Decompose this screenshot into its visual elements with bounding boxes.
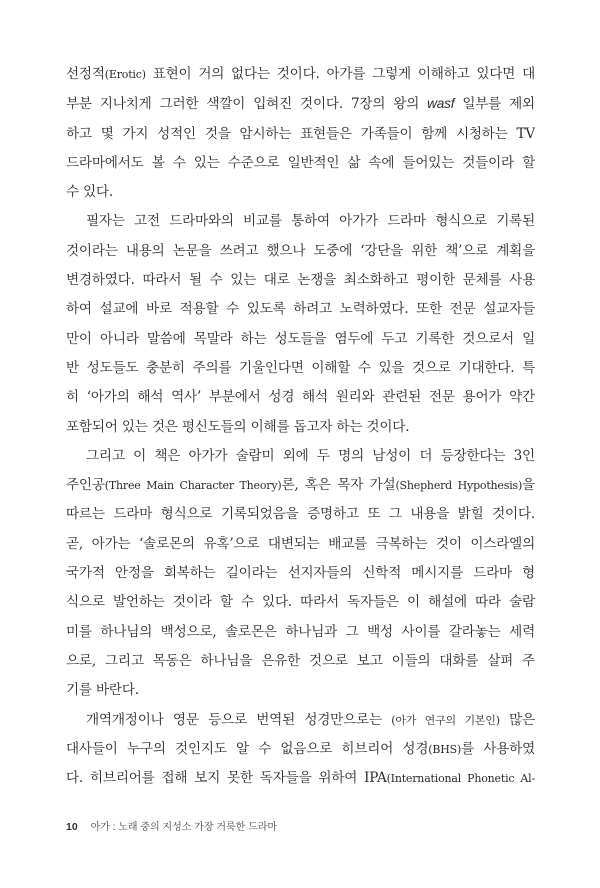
text-line: [66, 60, 535, 89]
text-run: 히 ‘아가의 해석 역사’ 부분에서 성경 해석 원리와 관련된 전문 용어가 약간: [66, 389, 535, 406]
text-run: wasf: [427, 96, 455, 112]
text-run: 일부를 제외: [454, 96, 535, 113]
text-run: 반 성도들도 충분히 주의를 기울인다면 이해할 수 있을 것으로 기대한다. 특: [66, 359, 535, 376]
text-line: [66, 207, 535, 236]
text-run: 다. 히브리어를 접해 보지 못한 독자들을 위하여 IPA: [66, 770, 387, 787]
text-line: [66, 295, 535, 324]
text-run: 선정적: [66, 66, 105, 82]
text-line: [66, 471, 535, 500]
text-run: 곧, 아가는 ‘솔로몬의 유혹’으로 대변되는 배교를 극복하는 것이 이스라엘의: [66, 535, 535, 552]
text-run: 기를 바란다.: [66, 682, 139, 699]
text-line: [66, 237, 535, 266]
text-line: [66, 383, 535, 412]
text-run: 미를 하나님의 백성으로, 솔로몬은 하나님과 그 백성 사이를 갈라놓는 세력: [66, 623, 535, 640]
text-run: 것이라는 내용의 논문을 쓰려고 했으나 도중에 ‘강단을 위한 책’으로 계획을: [66, 242, 535, 259]
text-run: 필자는 고전 드라마와의 비교를 통하여 아가가 드라마 형식으로 기록된: [86, 213, 535, 230]
text-line: [66, 706, 535, 735]
text-run: (International Phonetic Al-: [386, 772, 535, 786]
body-paragraph: [66, 706, 535, 794]
text-line: [66, 618, 535, 647]
text-line: [66, 676, 535, 705]
text-run: 따르는 드라마 형식으로 기록되었음을 증명하고 또 그 내용을 밝힐 것이다.: [66, 506, 535, 523]
page-number: 10: [66, 821, 78, 833]
text-line: [66, 588, 535, 617]
text-run: 표현이 거의 없다는 것이다. 아가를 그렇게 이해하고 있다면 대: [145, 66, 535, 82]
text-line: [66, 325, 535, 354]
text-line: [66, 735, 535, 764]
body-paragraph: [66, 442, 535, 706]
text-run: 하여 설교에 바로 적용할 수 있도록 하려고 노력하였다. 또한 전문 설교자들: [66, 301, 535, 318]
text-run: 변경하였다. 따라서 될 수 있는 대로 논쟁을 최소화하고 평이한 문체를 사용: [66, 272, 535, 289]
page-footer: [66, 818, 277, 833]
text-line: [66, 354, 535, 383]
text-line: [66, 764, 535, 793]
text-run: 하고 몇 가지 성적인 것을 암시하는 표현들은 가족들이 함께 시청하는 TV: [66, 125, 535, 142]
page-body: [66, 60, 535, 793]
text-line: [66, 559, 535, 588]
text-line: [66, 266, 535, 295]
text-run: 포함되어 있는 것은 평신도들의 이해를 돕고자 하는 것이다.: [66, 418, 410, 435]
text-line: [66, 442, 535, 471]
text-run: 를 사용하였: [461, 740, 535, 757]
text-line: [66, 149, 535, 178]
text-line: [66, 178, 535, 207]
text-line: [66, 89, 535, 119]
body-paragraph: [66, 60, 535, 207]
text-run: (BHS): [428, 742, 462, 756]
text-run: 대사들이 누구의 것인지도 알 수 없음으로 히브리어 성경: [66, 740, 429, 757]
text-run: 을: [522, 477, 535, 494]
text-line: [66, 120, 535, 149]
body-paragraph: [66, 207, 535, 441]
text-run: 주인공: [66, 477, 105, 494]
text-run: 드라마에서도 볼 수 있는 수준으로 일반적인 삶 속에 들어있는 것들이라 할: [66, 154, 535, 171]
text-run: 많은: [499, 711, 535, 728]
text-run: 수 있다.: [66, 184, 114, 201]
text-run: 만이 아니라 말씀에 목말라 하는 성도들을 염두에 두고 기록한 것으로서 일: [66, 330, 535, 347]
text-run: (아가 연구의 기본인): [391, 713, 500, 727]
text-run: 국가적 안정을 회복하는 길이라는 선지자들의 신학적 메시지를 드라마 형: [66, 565, 535, 582]
text-run: (Shepherd Hypothesis): [395, 479, 523, 493]
text-run: 그리고 이 책은 아가가 술람미 외에 두 명의 남성이 더 등장한다는 3인: [86, 447, 535, 464]
text-run: 부분 지나치게 그러한 색깔이 입혀진 것이다. 7장의 왕의: [66, 96, 428, 113]
text-run: 론, 혹은 목자 가설: [281, 477, 396, 494]
text-line: [66, 647, 535, 676]
text-line: [66, 500, 535, 529]
text-line: [66, 530, 535, 559]
text-run: 으로, 그리고 목동은 하나님을 은유한 것으로 보고 이들의 대화를 살펴 주: [66, 652, 535, 669]
text-run: (Three Main Character Theory): [104, 479, 282, 493]
text-run: (Erotic): [104, 68, 146, 81]
running-title: 아가 : 노래 중의 지성소 가장 거룩한 드라마: [90, 822, 278, 833]
text-line: [66, 413, 535, 442]
text-run: 개역개정이나 영문 등으로 번역된 성경만으로는: [86, 711, 392, 728]
text-run: 식으로 발언하는 것이라 할 수 있다. 따라서 독자들은 이 해설에 따라 술람: [66, 594, 535, 611]
